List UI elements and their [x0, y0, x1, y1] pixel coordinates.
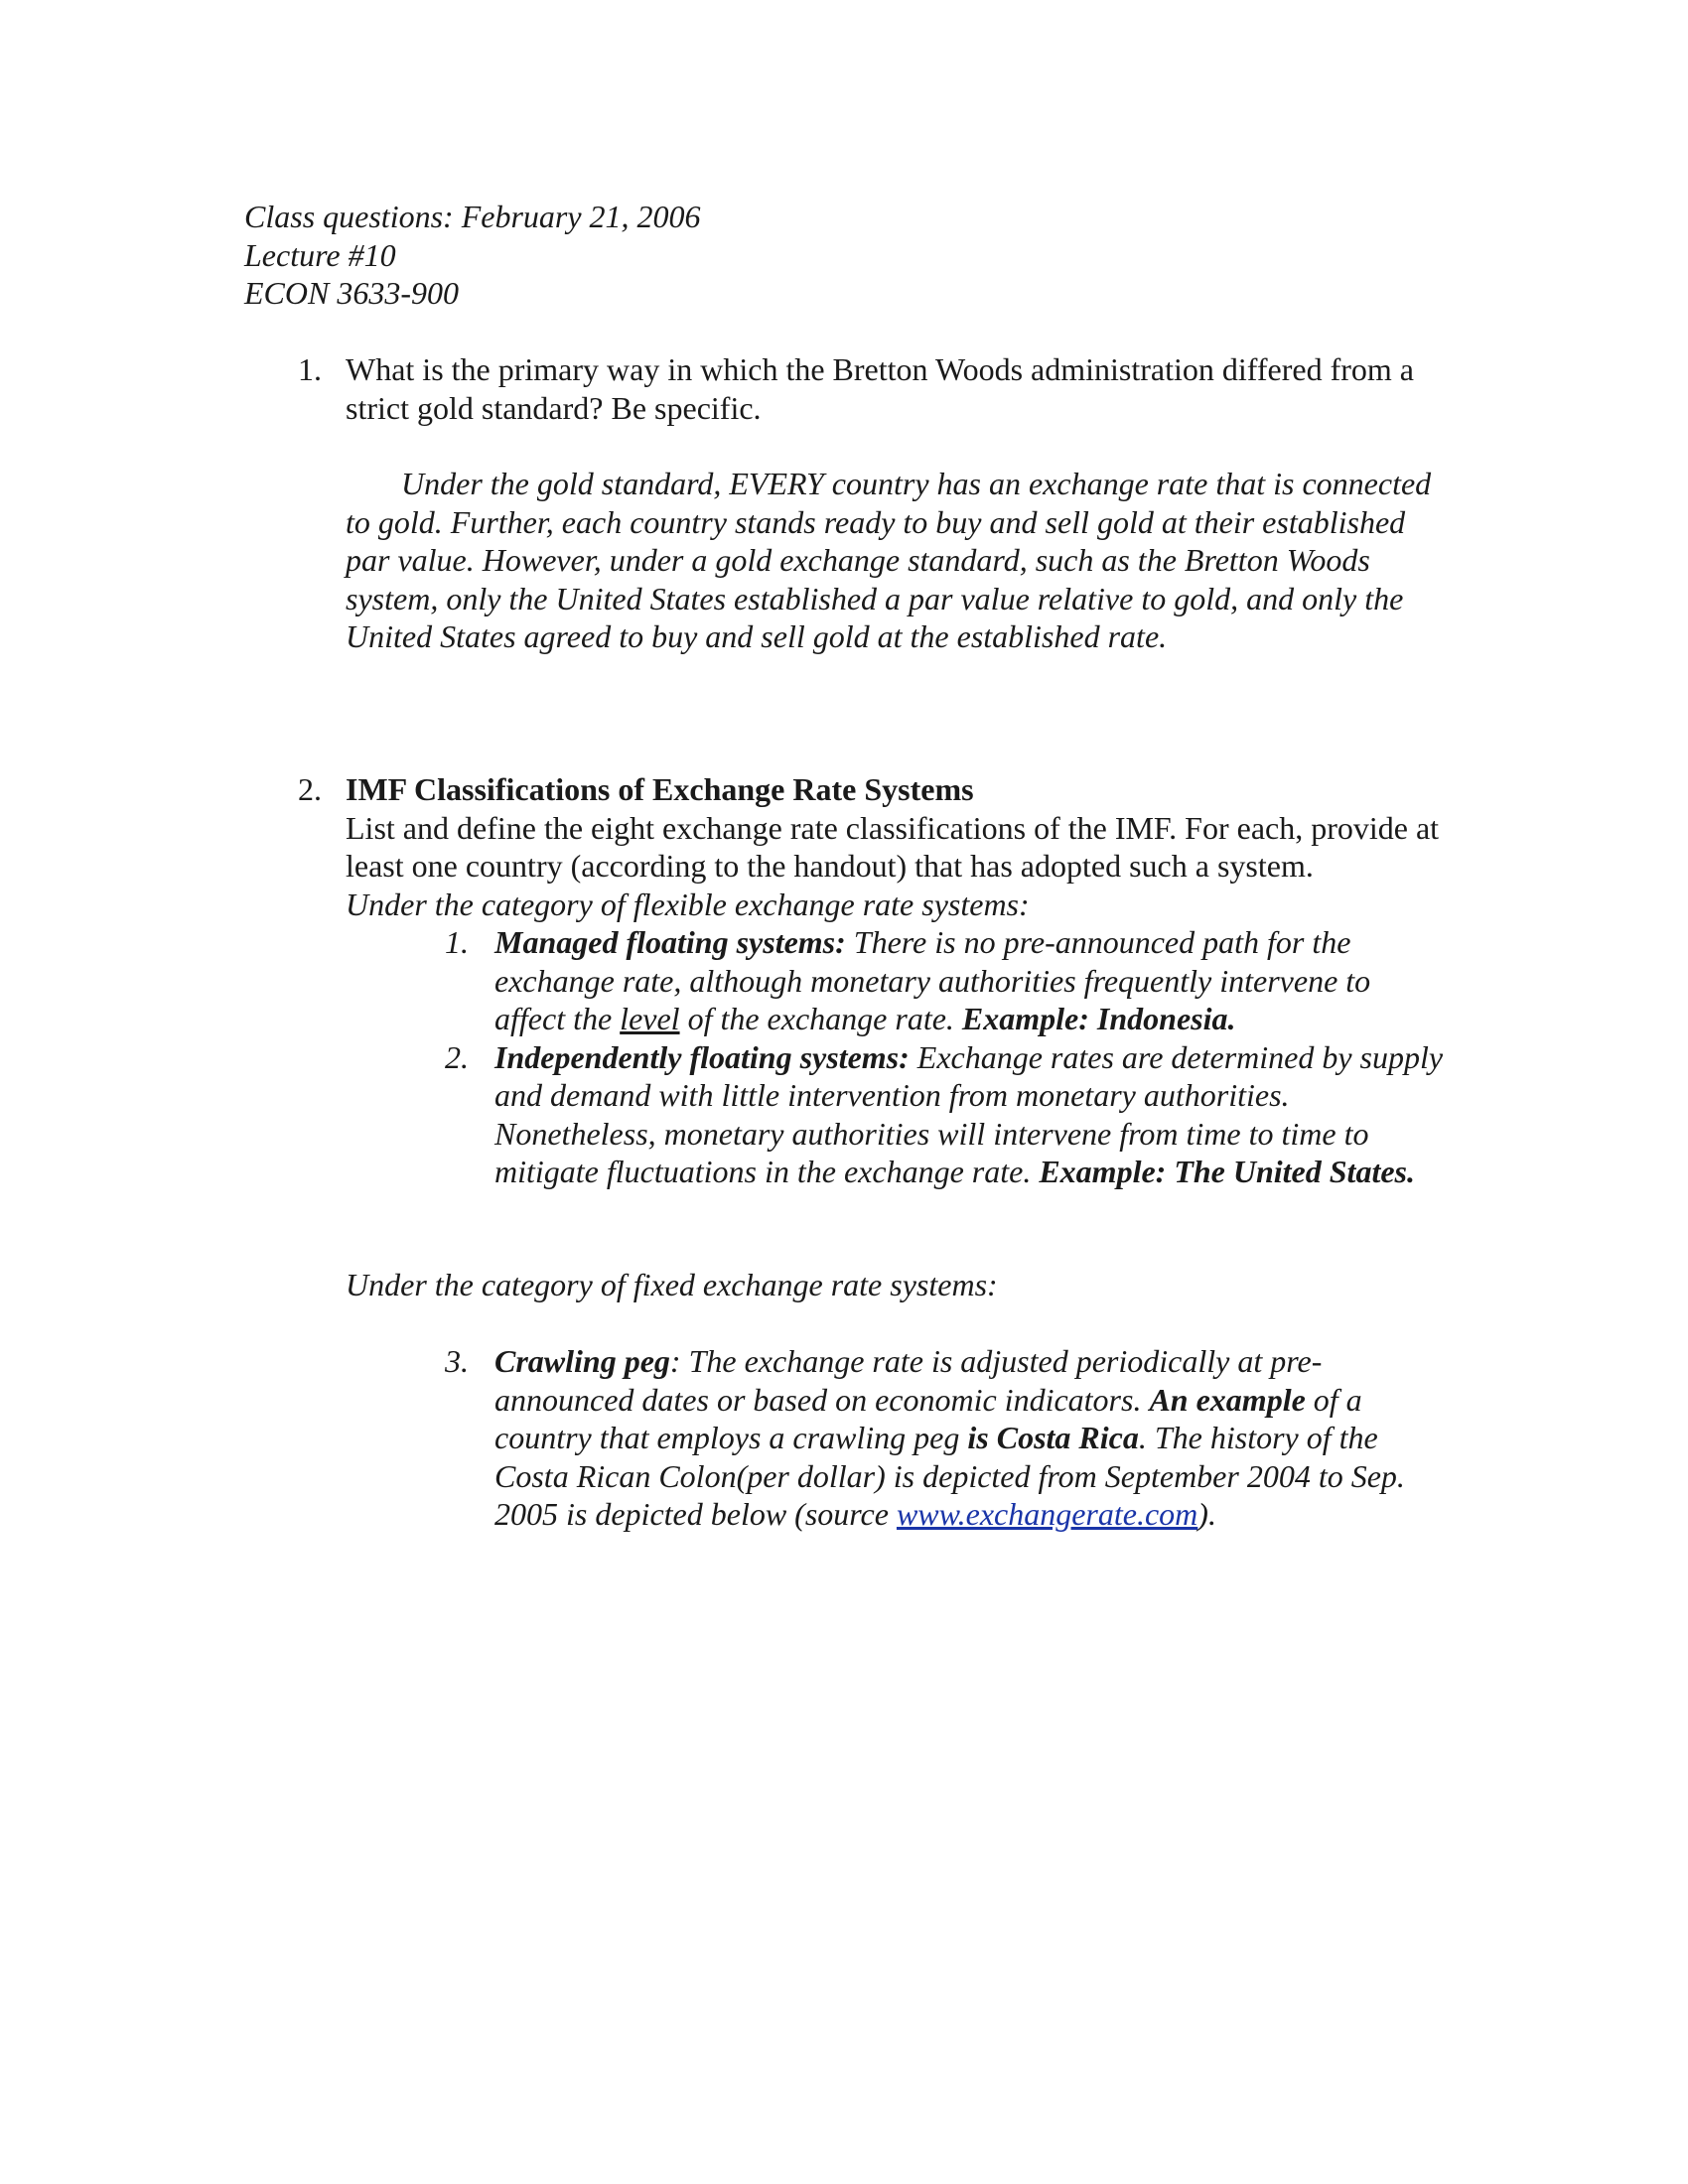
example-united-states: Example: The United States.: [1039, 1154, 1415, 1189]
list-item-number: 3.: [445, 1343, 469, 1379]
question-1-number: 1.: [298, 351, 322, 387]
bold-an-example: An example: [1149, 1381, 1306, 1418]
fixed-systems-heading: Under the category of fixed exchange rate systems:: [346, 1267, 998, 1302]
term-crawling-peg: Crawling peg: [494, 1343, 670, 1379]
question-2-prompt: List and define the eight exchange rate classifications of the IMF. For each, provide at least one country (according to the handout) that has adopted such a system.: [346, 809, 1440, 884]
header-class-questions: Class questions: February 21, 2006: [244, 199, 701, 234]
list-item-managed-floating: [445, 923, 1448, 1038]
header-course: ECON 3633-900: [244, 275, 459, 311]
definition-text-continued: of the exchange rate.: [679, 1001, 962, 1036]
list-item-independently-floating: [445, 1038, 1448, 1191]
bold-costa-rica: is Costa Rica: [967, 1420, 1139, 1455]
underlined-word-level: level: [620, 1001, 680, 1036]
question-2-number: 2.: [298, 771, 322, 807]
term-independently-floating: Independently floating systems:: [494, 1038, 910, 1075]
question-2-title: IMF Classifications of Exchange Rate Systems: [346, 771, 974, 807]
header-lecture: Lecture #10: [244, 236, 396, 273]
question-1-text: What is the primary way in which the Bretton Woods administration differed from a strict gold standard? Be specific.: [346, 351, 1414, 426]
source-link[interactable]: www.exchangerate.com: [896, 1496, 1198, 1532]
question-1-answer: Under the gold standard, EVERY country has an exchange rate that is connected to gold. Further, each country stands ready to buy and sell gold at their established par value. However, under a gold exchange standard, such as the Bretton Woods system, only the United States established a par value relative to gold, and only the United States agreed to buy and sell gold at the established rate.: [346, 466, 1432, 654]
definition-text-d: ).: [1197, 1496, 1216, 1532]
list-item-number: 1.: [445, 924, 469, 960]
list-item-number: 2.: [445, 1038, 469, 1075]
question-2-block: [346, 770, 1448, 1191]
definition-text-c: . The history of the Costa Rican Colon(per dollar) is depicted from September 2004 to Sep. 2005 is depicted below (source: [494, 1420, 1405, 1532]
list-item-crawling-peg: [445, 1342, 1448, 1534]
definition-text: Exchange rates are determined by supply and demand with little intervention from monetary authorities. Nonetheless, monetary authorities will intervene from time to time to mitigate fluctuations in the exchange rate.: [494, 1038, 1444, 1189]
example-indonesia: Example: Indonesia.: [961, 1001, 1236, 1036]
definition-text-b: of a country that employs a crawling peg: [494, 1381, 1362, 1455]
document-header: [244, 198, 701, 313]
definition-text: There is no pre-announced path for the exchange rate, although monetary authorities frequently intervene to affect the: [494, 924, 1371, 1036]
definition-text: : The exchange rate is adjusted periodically at pre-announced dates or based on economic indicators.: [494, 1343, 1323, 1418]
flexible-systems-heading: Under the category of flexible exchange rate systems:: [346, 886, 1030, 922]
term-managed-floating: Managed floating systems:: [494, 924, 846, 960]
